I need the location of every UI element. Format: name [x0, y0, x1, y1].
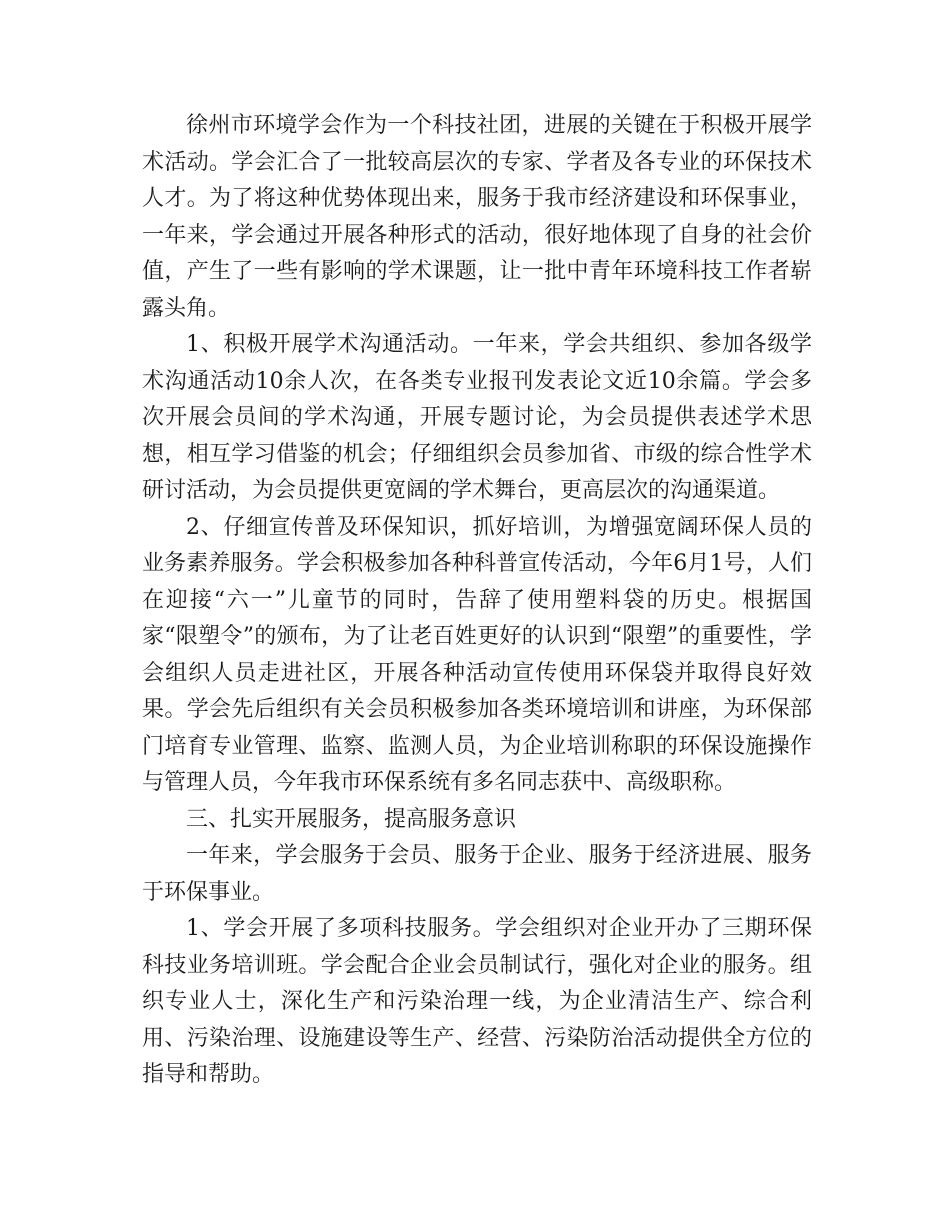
section-heading-services: 三、扎实开展服务，提高服务意识 [186, 806, 517, 832]
paragraph-tech-services: 1、学会开展了多项科技服务。学会组织对企业开办了三期环保科技业务培训班。学会配合企业会员制试行，强化对企业的服务。组织专业人士，深化生产和污染治理一线，为企业清洁生产、综合利用、污染治理、设施建设等生产、经营、污染防治活动提供全方位的指导和帮助。 [142, 916, 812, 1087]
paragraph-services-overview: 一年来，学会服务于会员、服务于企业、服务于经济进展、服务于环保事业。 [142, 843, 812, 905]
document-body [142, 108, 812, 1094]
paragraph-academic-exchange: 1、积极开展学术沟通活动。一年来，学会共组织、参加各级学术沟通活动10余人次，在各类专业报刊发表论文近10余篇。学会多次开展会员间的学术沟通，开展专题讨论，为会员提供表述学术思想，相互学习借鉴的机会；仔细组织会员参加省、市级的综合性学术研讨活动，为会员提供更宽阔的学术舞台，更高层次的沟通渠道。 [142, 332, 812, 503]
paragraph-science-promotion: 2、仔细宣传普及环保知识，抓好培训，为增强宽阔环保人员的业务素养服务。学会积极参加各种科普宣传活动，今年6月1号，人们在迎接“六一”儿童节的同时，告辞了使用塑料袋的历史。根据国家“限塑令”的颁布，为了让老百姓更好的认识到“限塑”的重要性，学会组织人员走进社区，开展各种活动宣传使用环保袋并取得良好效果。学会先后组织有关会员积极参加各类环境培训和讲座，为环保部门培育专业管理、监察、监测人员，为企业培训称职的环保设施操作与管理人员，今年我市环保系统有多名同志获中、高级职称。 [142, 514, 812, 795]
paragraph-intro: 徐州市环境学会作为一个科技社团，进展的关键在于积极开展学术活动。学会汇合了一批较高层次的专家、学者及各专业的环保技术人才。为了将这种优势体现出来，服务于我市经济建设和环保事业，一年来，学会通过开展各种形式的活动，很好地体现了自身的社会价值，产生了一些有影响的学术课题，让一批中青年环境科技工作者崭露头角。 [142, 113, 812, 321]
